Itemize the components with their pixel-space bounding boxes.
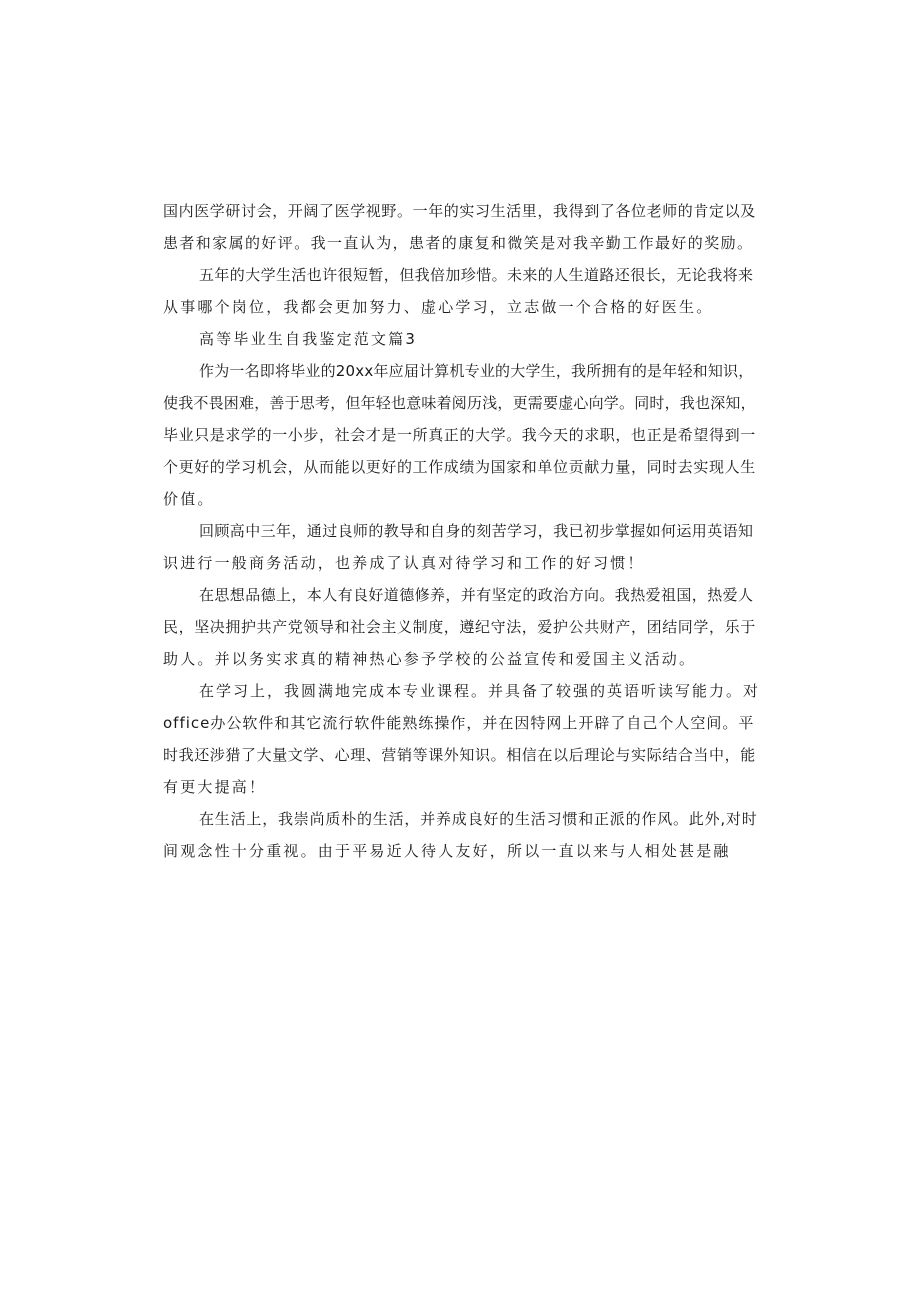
- text-line: 时我还涉猎了大量文学、心理、营销等课外知识。相信在以后理论与实际结合当中，能: [163, 746, 756, 764]
- text-line: 民，坚决拥护共产党领导和社会主义制度，遵纪守法，爱护公共财产，团结同学，乐于: [163, 618, 756, 636]
- text-line: 在生活上，我崇尚质朴的生活，并养成良好的生活习惯和正派的作风。此外,对时: [199, 810, 758, 828]
- text-line: 患者和家属的好评。我一直认为，患者的康复和微笑是对我辛勤工作最好的奖励。: [163, 234, 754, 252]
- text-line: 个更好的学习机会，从而能以更好的工作成绩为国家和单位贡献力量，同时去实现人生: [163, 458, 756, 476]
- text-line: 作为一名即将毕业的20xx年应届计算机专业的大学生，我所拥有的是年轻和知识，: [199, 362, 754, 380]
- text-line: 从事哪个岗位，我都会更加努力、虚心学习，立志做一个合格的好医生。: [163, 298, 714, 316]
- text-line: 五年的大学生活也许很短暂，但我倍加珍惜。未来的人生道路还很长，无论我将来: [199, 266, 754, 284]
- text-line: 毕业只是求学的一小步，社会才是一所真正的大学。我今天的求职，也正是希望得到一: [163, 426, 756, 444]
- text-line: 回顾高中三年，通过良师的教导和自身的刻苦学习，我已初步掌握如何运用英语知: [199, 522, 754, 540]
- text-line: 间观念性十分重视。由于平易近人待人友好，所以一直以来与人相处甚是融: [163, 842, 731, 860]
- text-line: 使我不畏困难，善于思考，但年轻也意味着阅历浅，更需要虚心向学。同时，我也深知，: [163, 394, 756, 412]
- text-line: 国内医学研讨会，开阔了医学视野。一年的实习生活里，我得到了各位老师的肯定以及: [163, 202, 756, 220]
- text-line: 价值。: [163, 490, 215, 508]
- text-line: 在思想品德上，本人有良好道德修养，并有坚定的政治方向。我热爱祖国，热爱人: [199, 586, 754, 604]
- text-line: 助人。并以务实求真的精神热心参予学校的公益宣传和爱国主义活动。: [163, 650, 697, 668]
- text-line: office办公软件和其它流行软件能熟练操作，并在因特网上开辟了自己个人空间。平: [163, 714, 755, 732]
- section-heading: 高等毕业生自我鉴定范文篇3: [199, 330, 418, 348]
- text-line: 识进行一般商务活动，也养成了认真对待学习和工作的好习惯！: [163, 554, 645, 572]
- text-line: 在学习上，我圆满地完成本专业课程。并具备了较强的英语听读写能力。对: [199, 682, 761, 700]
- text-line: 有更大提高！: [163, 778, 267, 796]
